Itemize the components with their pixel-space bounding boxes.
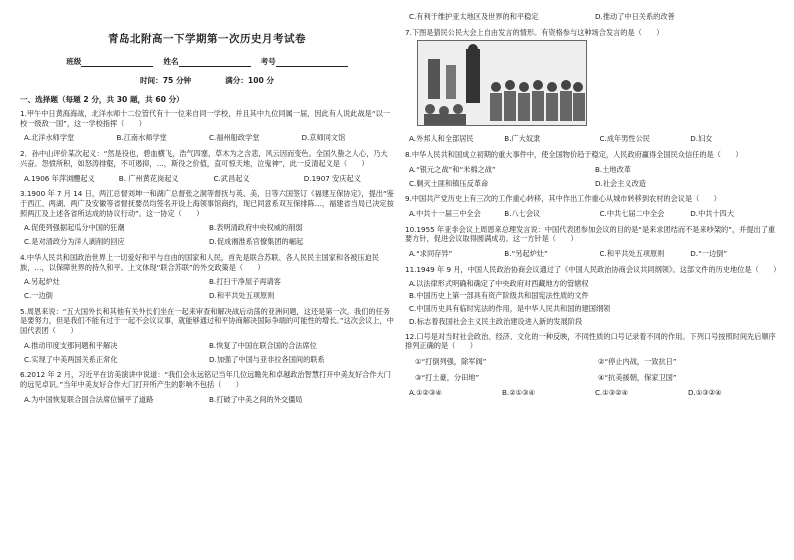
option-d[interactable]: D.促成湘淮系官僚集团的崛起 xyxy=(209,237,304,247)
question-stem: 4.中华人民共和国政治世界上一切爱好和平与自由的国家和人民，首先是联合苏联、各人民民主国家和各被压迫民族，…，以保障世界的持久和平。上文体现“联合苏联”的外交政策是（ ） xyxy=(20,252,380,272)
question-options xyxy=(409,249,781,259)
option-b[interactable]: B.恢复了中国在联合国的合法席位 xyxy=(209,340,317,350)
option-b[interactable]: B.江南水师学堂 xyxy=(116,133,167,143)
option-b[interactable]: B.土地改革 xyxy=(595,164,631,174)
option-d[interactable]: D.①③②④ xyxy=(688,388,722,398)
exam-number-field[interactable]: 考号 xyxy=(261,57,348,67)
option-b[interactable]: B.表明清政府中央权威的削弱 xyxy=(209,223,303,233)
option-b[interactable]: B.“另起炉灶” xyxy=(504,249,548,259)
question-stem: 10.1955 年亚非会议上周恩来总理发言说：中国代表团参加会议的目的是“是来求团结而不是来吵架的”，并提出了重要方针，促进会议取得圆满成功。这一方针是（ ） xyxy=(405,224,776,244)
question-stem: 6.2012 年 2 月，习近平在访美演讲中说道：“我们会永远铭记当年几位远瞻先和卓越政治智慧打开中美友好合作大门的远见卓识。”当年中美友好合作大门打开所产生的影响不包括（ ） xyxy=(20,370,391,390)
question-2 xyxy=(20,149,394,183)
student-info-row xyxy=(20,57,394,67)
question-stem: 9.中国共产党历史上有三次的工作重心转移，其中作出工作重心从城市转移到农村的会议是（ ） xyxy=(405,194,721,204)
question-stem: 2．孙中山评价某次起义：“然是役也，碧血横飞，浩气四塞，草木为之含悲，风云因而变色。全国久蛰之人心，乃大兴奋。怨愤所积，如怒涛排壑，不可遏抑，…，斯役之价值，直可惊天地，泣鬼神”，此一反清起义是（ ） xyxy=(20,149,388,168)
option-d[interactable]: D.中共十四大 xyxy=(690,209,735,219)
option-a[interactable]: A.推动印度支那问题和平解决 xyxy=(24,340,118,350)
question-stem: 7.下图是猜民公民大会上自由发言的情形。有资格参与这种场合发言的是（ ） xyxy=(405,27,664,37)
assembly-drawing xyxy=(418,41,586,125)
class-field[interactable]: 班级 xyxy=(66,57,153,67)
question-options xyxy=(24,133,394,143)
slogan-item: ④“抗美援朝，保家卫国” xyxy=(598,372,677,382)
exam-time: 时间：75 分钟 xyxy=(139,76,192,86)
option-c[interactable]: C.和平共处五项原则 xyxy=(599,249,665,259)
option-d[interactable]: D.社会主义改造 xyxy=(595,178,646,188)
option-c[interactable]: C.福州船政学堂 xyxy=(209,133,260,143)
question-options xyxy=(409,165,781,188)
question-stem: 5.周恩来说：“五大国外长和其他有关外长们坐在一起来审查和解决战后动荡的亚洲问题，这还是第一次。我们的任务是要努力，但是我们不能有过于一起不会议议事，就能够通过和平协商解决国际争端的可能性的增长。”这次会议上，中国代表团（ ） xyxy=(20,306,394,336)
option-a[interactable]: A.为中国恢复联合国合法席位铺平了道路 xyxy=(24,394,154,404)
option-a[interactable]: A.以法律形式明确和确定了中央政府对西藏地方的管辖权 xyxy=(409,278,589,288)
question-8 xyxy=(405,150,781,188)
question-stem: 3.1900 年 7 月 14 日，两江总督刘坤一和湖广总督张之洞等督抚与英、美、日等六国签订《福建互保协定》，提出“鉴于西江、两湖、两广及安徽等省督抚要员均签名开设上海领事馆商约，现已同意系双互保排陈…，福建省当局已决定按照两江及上述各省所达成的协议行动”。这一协定（ ） xyxy=(20,189,394,218)
option-c[interactable]: C.中共七届二中全会 xyxy=(599,209,665,219)
option-d[interactable]: D.加强了中国与亚非拉各国间的联系 xyxy=(209,354,325,364)
option-a[interactable]: A.1906 年萍浏醴起义 xyxy=(24,173,95,183)
option-c[interactable]: C.剿灭土匪和镇压反革命 xyxy=(409,178,489,188)
exam-score: 满分：100 分 xyxy=(225,76,275,86)
exam-meta xyxy=(20,76,394,86)
option-a[interactable]: A.①②③④ xyxy=(409,388,442,398)
option-b[interactable]: B.②①③④ xyxy=(502,388,535,398)
option-c[interactable]: C.中国历史具有临时宪法的作用，是中华人民共和国的建国纲领 xyxy=(409,304,611,314)
question-7 xyxy=(405,28,781,144)
slogan-list xyxy=(415,357,781,382)
assembly-illustration xyxy=(417,40,587,126)
option-d[interactable]: D.妇女 xyxy=(690,134,713,144)
question-6 xyxy=(20,370,394,404)
option-d[interactable]: D.“一边倒” xyxy=(690,249,728,259)
slogan-item: ①“打倒列强，除军阀” xyxy=(415,356,487,366)
question-options xyxy=(409,134,781,144)
option-c[interactable]: C.成年男性公民 xyxy=(599,134,650,144)
option-a[interactable]: A.北洋水师学堂 xyxy=(24,133,75,143)
slogan-item: ②“停止内战，一致抗日” xyxy=(598,356,677,366)
question-11 xyxy=(405,265,781,327)
option-d[interactable]: D.1907 安庆起义 xyxy=(303,173,361,183)
option-a[interactable]: A.中共十一届三中全会 xyxy=(409,209,481,219)
option-b[interactable]: B.打扫干净屋子再请客 xyxy=(209,277,281,287)
question-6-options-continued xyxy=(409,12,781,22)
question-stem: 11.1949 年 9 月，中国人民政治协商会议通过了《中国人民政治协商会议共同纲领》。这部文件的历史地位是（ ） xyxy=(405,264,781,274)
question-options xyxy=(24,341,394,364)
option-c[interactable]: C.一边倒 xyxy=(24,290,53,300)
option-c[interactable]: C.有利于维护亚太地区及世界的和平稳定 xyxy=(409,12,539,21)
question-stem: 8.中华人民共和国成立初期的重大事件中，使全国物价趋于稳定，人民政府赢得全国民众信任的是（ ） xyxy=(405,150,743,160)
slogan-item: ③“打土豪，分田地” xyxy=(415,372,480,382)
option-d[interactable]: D.京师同文馆 xyxy=(301,133,346,143)
question-options xyxy=(409,279,781,327)
option-b[interactable]: B. 广州黄花岗起义 xyxy=(118,173,179,183)
option-d[interactable]: D.推动了中日关系的改善 xyxy=(595,12,675,21)
option-a[interactable]: A.“求同存异” xyxy=(409,249,453,259)
question-options xyxy=(24,395,394,405)
option-a[interactable]: A.促使列强据起瓜分中国的狂潮 xyxy=(24,223,125,233)
question-stem: 1.甲午中日黄海海战，北洋水师十二位管代有十一位来自同一学校，并且其中九位同属一届，因此有人说此战是“以一校一级敌一国”，这一学校指挥（ ） xyxy=(20,108,390,128)
question-options xyxy=(24,277,394,300)
name-field[interactable]: 姓名 xyxy=(163,57,250,67)
option-a[interactable]: A.外邦人和全部居民 xyxy=(409,134,474,144)
option-b[interactable]: B.八七会议 xyxy=(504,209,541,219)
option-d[interactable]: D.标志着我国社会主义民主政治建设进入新的发展阶段 xyxy=(409,316,583,326)
option-a[interactable]: A.“银元之战”和“米棉之战” xyxy=(409,164,496,174)
question-options xyxy=(24,174,394,184)
question-5 xyxy=(20,307,394,365)
question-stem: 12.口号是对当时社会政治、经济、文化的一种反映，不同性质的口号记录着不同的作用。下列口号按照时间先后顺序排列正确的是（ ） xyxy=(405,331,776,351)
right-column xyxy=(405,0,781,404)
question-4 xyxy=(20,253,394,301)
option-c[interactable]: C.①③②④ xyxy=(595,388,629,398)
question-10 xyxy=(405,225,781,259)
question-options xyxy=(409,209,781,219)
question-3 xyxy=(20,189,394,247)
option-c[interactable]: C.是对清政分为洋人剥削的回应 xyxy=(24,237,125,247)
option-b[interactable]: B.中国历史上第一部具有资产阶级共和国宪法性质的文件 xyxy=(409,291,589,301)
option-c[interactable]: C.武昌起义 xyxy=(213,173,250,183)
question-1 xyxy=(20,109,394,143)
left-column xyxy=(20,0,394,410)
question-12 xyxy=(405,332,781,399)
option-b[interactable]: B.打破了中美之间的外交僵局 xyxy=(209,394,303,404)
page-title: 青岛北附高一下学期第一次历史月考试卷 xyxy=(108,33,306,45)
question-options xyxy=(409,388,781,398)
option-a[interactable]: A.另起炉灶 xyxy=(24,277,60,287)
question-9 xyxy=(405,194,781,218)
option-b[interactable]: B.广大奴隶 xyxy=(504,134,541,144)
option-c[interactable]: C.实现了中美两国关系正常化 xyxy=(24,354,118,364)
option-d[interactable]: D.和平共处五项原则 xyxy=(209,290,275,300)
section-heading: 一、选择题（每题 2 分，共 30 题，共 60 分） xyxy=(20,94,184,104)
question-options xyxy=(24,223,394,246)
